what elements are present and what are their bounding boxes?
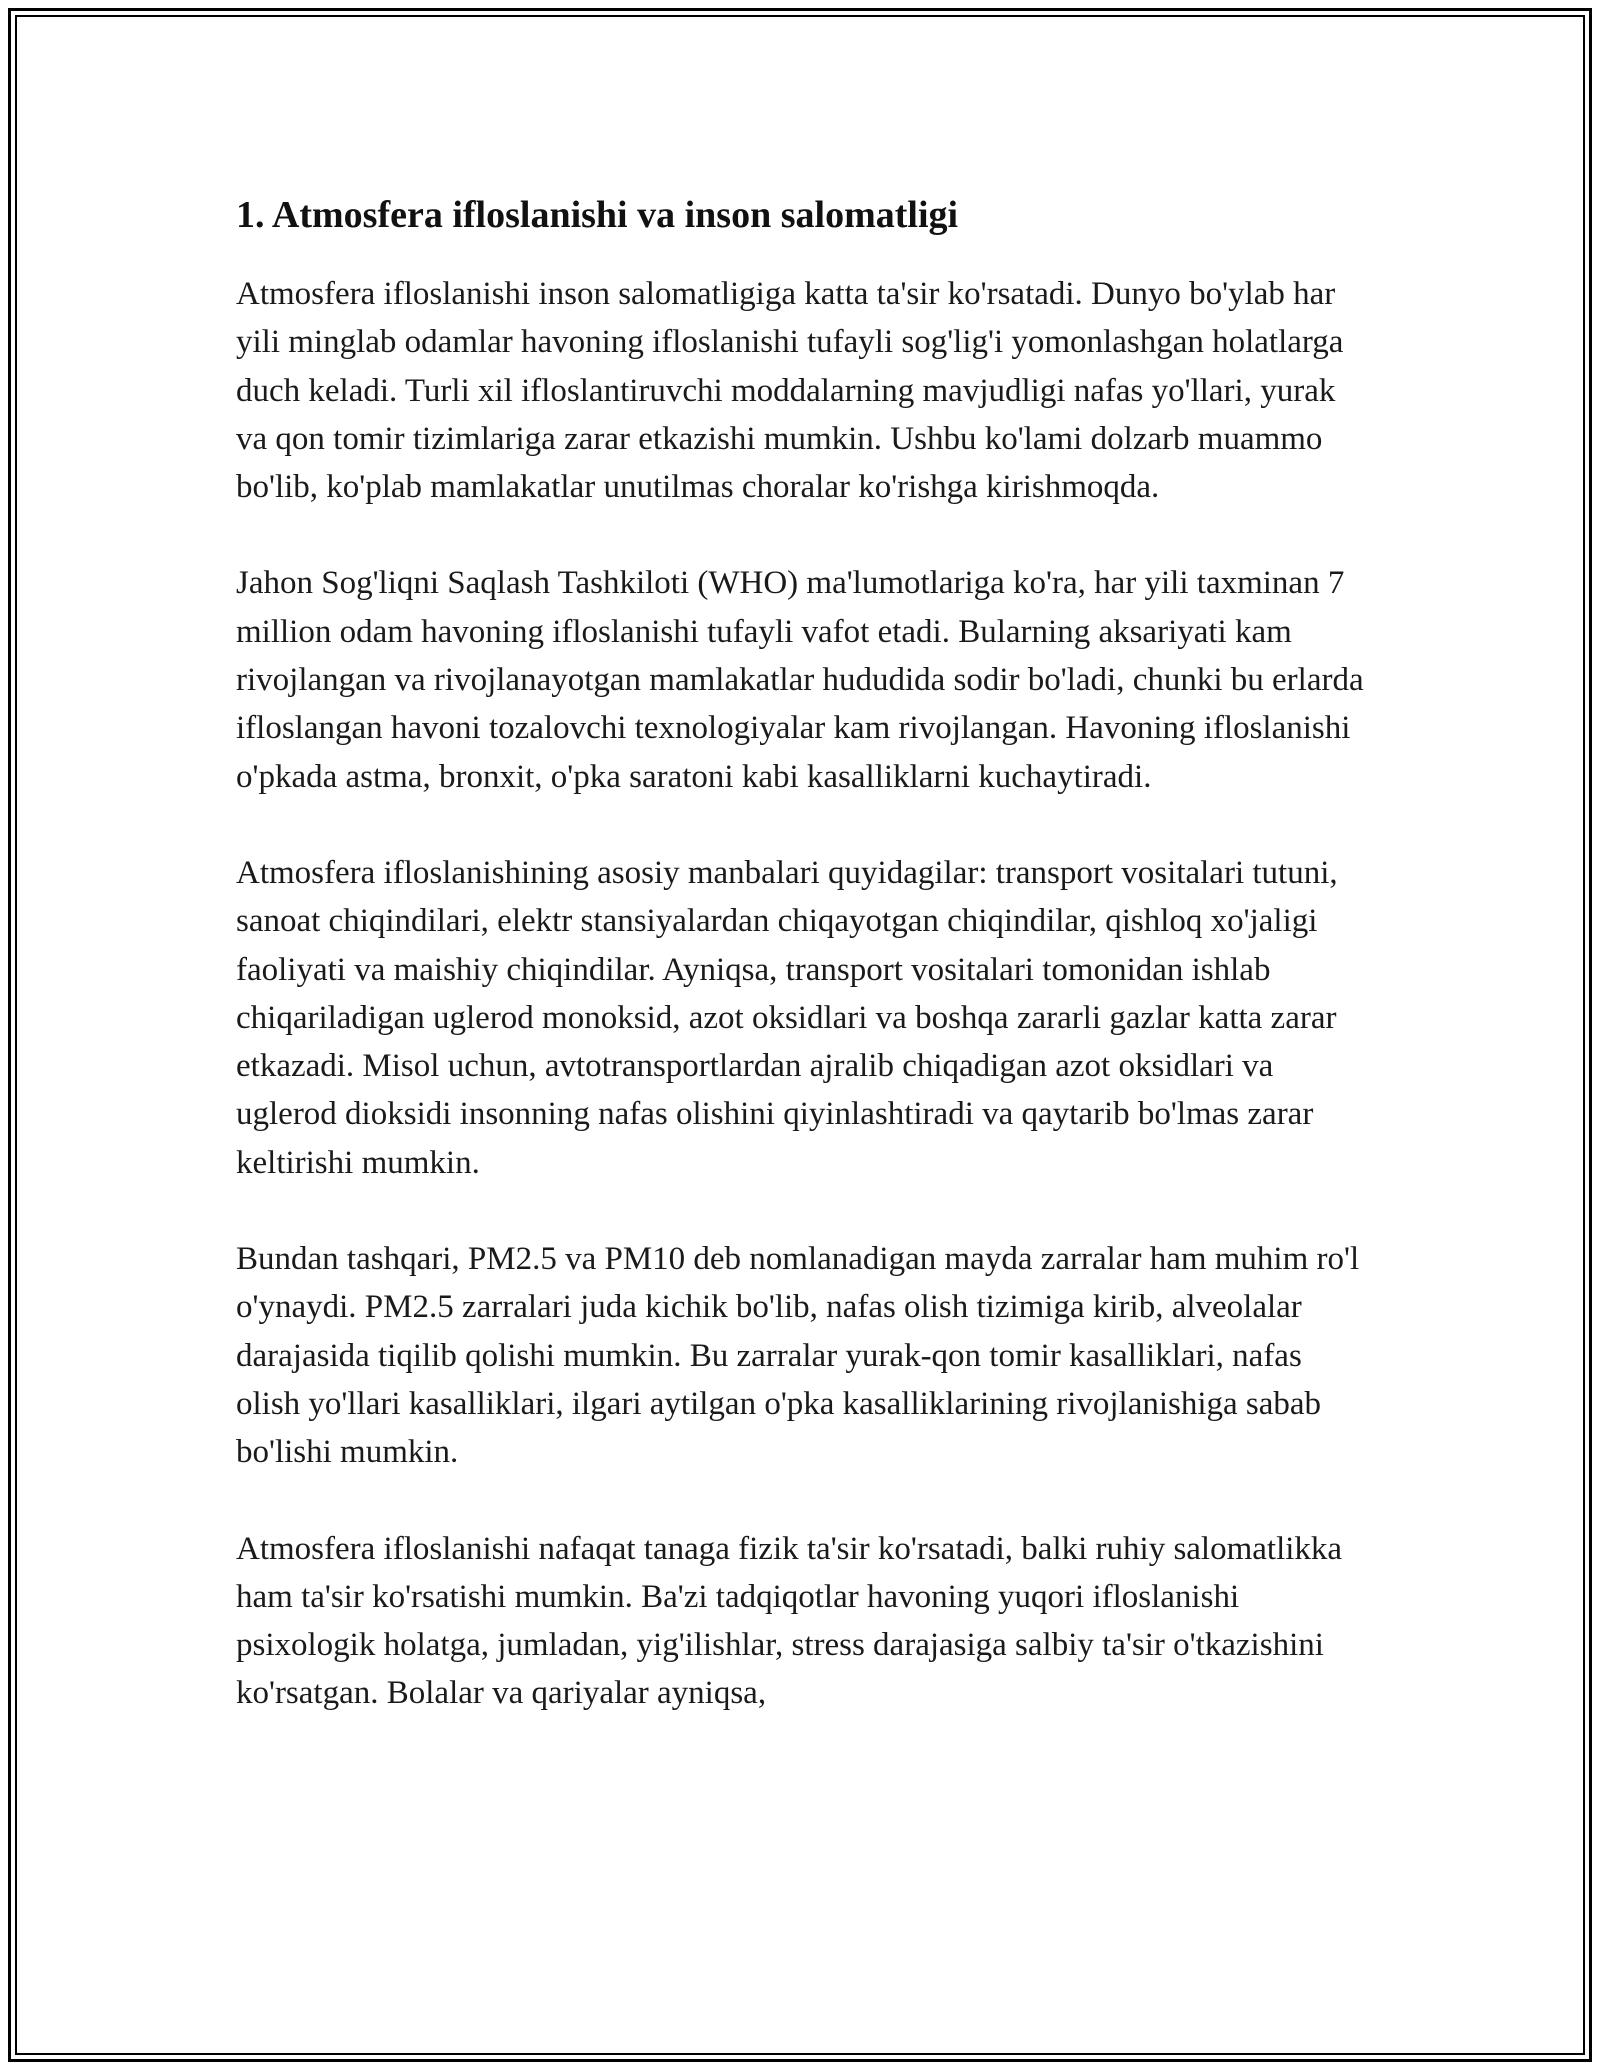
document-body [236,186,1366,1766]
paragraph-1: Atmosfera ifloslanishi inson salomatligiga katta ta'sir ko'rsatadi. Dunyo bo'ylab har yili minglab odamlar havoning ifloslanishi tufayli sog'lig'i yomonlashgan holatlarga duch keladi. Turli xil ifloslantiruvchi moddalarning mavjudligi nafas yo'llari, yurak va qon tomir tizimlariga zarar etkazishi mumkin. Ushbu ko'lami dolzarb muammo bo'lib, ko'plab mamlakatlar unutilmas choralar ko'rishga kirishmoqda. [236,276,1344,506]
paragraph-5: Atmosfera ifloslanishi nafaqat tanaga fizik ta'sir ko'rsatadi, balki ruhiy salomatlikka ham ta'sir ko'rsatishi mumkin. Ba'zi tadqiqotlar havoning yuqori ifloslanishi psixologik holatga, jumladan, yig'ilishlar, stress darajasiga salbiy ta'sir o'tkazishini ko'rsatgan. Bolalar va qariyalar ayniqsa, [236,1530,1343,1712]
section-title: 1. Atmosfera ifloslanishi va inson salomatligi [236,194,959,236]
paragraph-3: Atmosfera ifloslanishining asosiy manbalari quyidagilar: transport vositalari tutuni, sanoat chiqindilari, elektr stansiyalardan chiqayotgan chiqindilar, qishloq xo'jaligi faoliyati va maishiy chiqindilar. Ayniqsa, transport vositalari tomonidan ishlab chiqariladigan uglerod monoksid, azot oksidlari va boshqa zararli gazlar katta zarar etkazadi. Misol uchun, avtotransportlardan ajralib chiqadigan azot oksidlari va uglerod dioksidi insonning nafas olishini qiyinlashtiradi va qaytarib bo'lmas zarar keltirishi mumkin. [236,854,1338,1181]
paragraph-2: Jahon Sog'liqni Saqlash Tashkiloti (WHO) ma'lumotlariga ko'ra, har yili taxminan 7 million odam havoning ifloslanishi tufayli vafot etadi. Bularning aksariyati kam rivojlangan va rivojlanayotgan mamlakatlar hududida sodir bo'ladi, chunki bu erlarda ifloslangan havoni tozalovchi texnologiyalar kam rivojlangan. Havoning ifloslanishi o'pkada astma, bronxit, o'pka saratoni kabi kasalliklarni kuchaytiradi. [236,565,1364,795]
paragraph-4: Bundan tashqari, PM2.5 va PM10 deb nomlanadigan mayda zarralar ham muhim ro'l o'ynaydi. PM2.5 zarralari juda kichik bo'lib, nafas olish tizimiga kirib, alveolalar darajasida tiqilib qolishi mumkin. Bu zarralar yurak-qon tomir kasalliklari, nafas olish yo'llari kasalliklari, ilgari aytilgan o'pka kasalliklarining rivojlanishiga sabab bo'lishi mumkin. [236,1241,1360,1471]
